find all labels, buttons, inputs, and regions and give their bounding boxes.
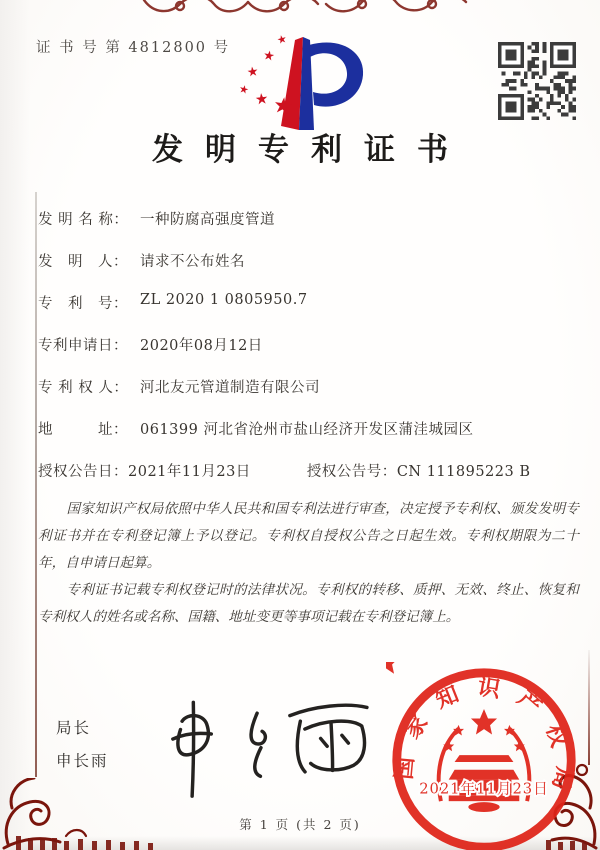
grant-announcement-row <box>38 460 583 481</box>
right-border-line <box>588 650 590 765</box>
director-signature <box>155 682 391 806</box>
field-label: 专 利 权 人： <box>38 380 129 396</box>
field-label: 发 明 名 称： <box>38 212 129 228</box>
certificate-number: 证 书 号 第 4812800 号 <box>36 40 231 56</box>
grant-number-value: CN 111895223 B <box>396 464 531 480</box>
seal-date-text: 2021年11月23日 <box>419 780 549 798</box>
logo-p-mark <box>233 32 393 134</box>
bottom-left-corner-ornament <box>0 778 175 850</box>
legal-text <box>38 496 579 631</box>
field-filing-date <box>38 334 578 376</box>
signer-block <box>56 712 109 777</box>
logo-star-icon: ★ <box>261 48 276 65</box>
logo-star-icon: ★ <box>237 81 251 98</box>
seal-org-text: 国家知识产权局 <box>391 673 578 809</box>
grant-date-value: 2021年11月23日 <box>128 464 251 480</box>
page-number: 第 1 页 (共 2 页) <box>239 817 361 832</box>
grant-date-label: 授权公告日： <box>38 464 128 480</box>
grant-date <box>38 460 251 481</box>
logo-star-icon: ★ <box>246 64 260 81</box>
logo-star-icon: ★ <box>271 92 295 121</box>
field-value: 一种防腐高强度管道 <box>140 212 275 228</box>
legal-paragraph-2: 专利证书记载专利权登记时的法律状况。专利权的转移、质押、无效、终止、恢复和专利权人的姓名或名称、国籍、地址变更等事项记载在专利登记簿上。 <box>38 581 579 625</box>
field-label: 专 利 号： <box>38 296 128 312</box>
legal-paragraph-1: 国家知识产权局依照中华人民共和国专利法进行审查，决定授予专利权、颁发发明专利证书并在专利登记簿上予以登记。专利权自授权公告之日起生效。专利权期限为二十年，自申请日起算。 <box>38 501 579 571</box>
field-invention-name <box>38 208 578 250</box>
field-inventor <box>38 250 578 292</box>
field-value: 河北友元管道制造有限公司 <box>140 380 320 396</box>
field-label: 发 明 人： <box>38 254 128 270</box>
signer-title: 局长 <box>56 719 92 737</box>
field-patent-number <box>38 292 578 334</box>
grant-number <box>307 460 531 481</box>
field-value: 2020年08月12日 <box>140 338 263 354</box>
left-border-line <box>35 192 37 777</box>
cnipa-patent-logo-icon <box>233 32 393 134</box>
field-list <box>38 208 578 460</box>
grant-number-label: 授权公告号： <box>306 464 397 480</box>
signer-name: 申长雨 <box>56 751 109 770</box>
certificate-title: 发明专利证书 <box>152 132 470 168</box>
field-value: 061399 河北省沧州市盐山经济开发区蒲洼城园区 <box>140 422 474 438</box>
field-label: 地 址： <box>38 422 128 438</box>
field-patentee <box>38 376 578 418</box>
logo-star-icon: ★ <box>275 31 289 48</box>
logo-star-icon: ★ <box>254 89 270 109</box>
field-value: 请求不公布姓名 <box>140 254 245 270</box>
field-value: ZL 2020 1 0805950.7 <box>140 292 308 308</box>
top-border-ornament <box>140 0 470 16</box>
field-address <box>38 418 578 460</box>
field-label: 专利申请日： <box>38 338 128 354</box>
qr-code <box>498 42 576 120</box>
